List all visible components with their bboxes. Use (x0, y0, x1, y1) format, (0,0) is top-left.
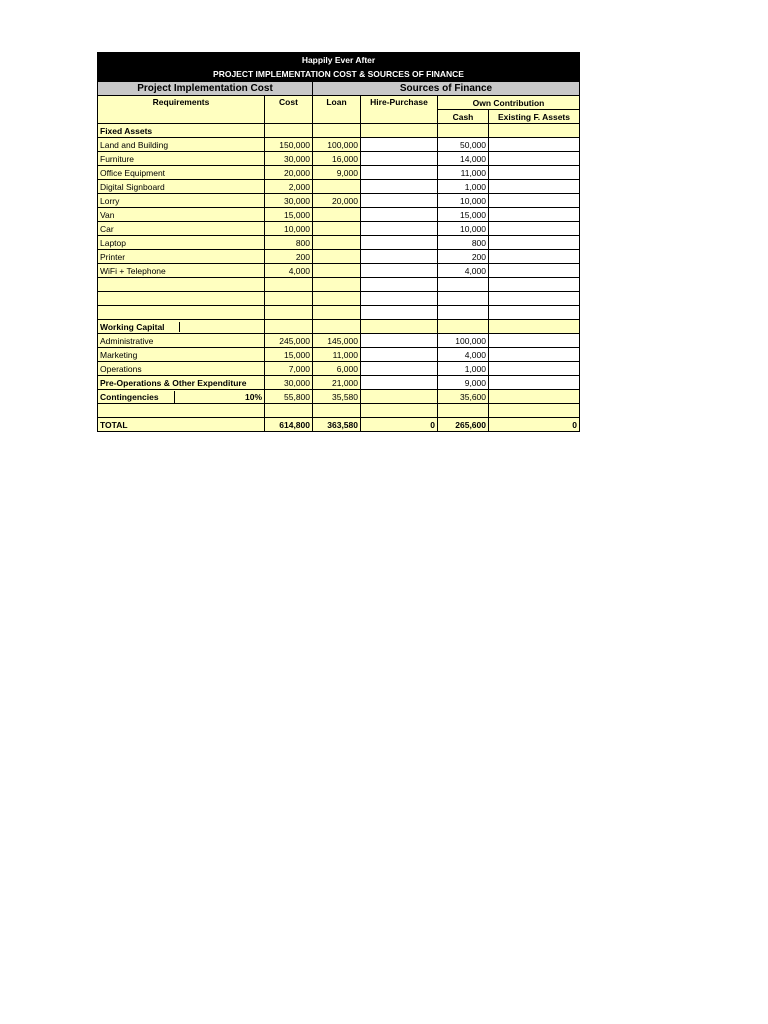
total-loan: 363,580 (313, 418, 361, 432)
hire-purchase-value (361, 334, 438, 348)
blank-cell (438, 292, 489, 306)
existing-assets-value (489, 194, 580, 208)
working-capital-header-row (98, 320, 580, 334)
hire-purchase-value (361, 194, 438, 208)
requirement-label: Marketing (98, 348, 265, 362)
hire-purchase-value (361, 166, 438, 180)
loan-value: 21,000 (313, 376, 361, 390)
loan-value: 20,000 (313, 194, 361, 208)
loan-value: 35,580 (313, 390, 361, 404)
working-capital-label: Working Capital (100, 322, 180, 332)
blank-row (98, 306, 580, 320)
finance-table (97, 52, 580, 432)
title-row (98, 53, 580, 68)
blank-cell (489, 404, 580, 418)
requirement-label: Lorry (98, 194, 265, 208)
blank-cell (265, 320, 313, 334)
loan-value: 100,000 (313, 138, 361, 152)
sheet-heading: PROJECT IMPLEMENTATION COST & SOURCES OF FINANCE (98, 67, 580, 82)
blank-cell (489, 278, 580, 292)
fixed-asset-row (98, 250, 580, 264)
cost-value: 15,000 (265, 348, 313, 362)
section-implementation-cost: Project Implementation Cost (98, 82, 313, 96)
existing-assets-value (489, 166, 580, 180)
cost-value: 10,000 (265, 222, 313, 236)
hire-purchase-value (361, 180, 438, 194)
contingencies-label: Contingencies (98, 391, 175, 403)
hire-purchase-value (361, 264, 438, 278)
col-existing-assets: Existing F. Assets (489, 110, 580, 124)
cash-value: 9,000 (438, 376, 489, 390)
cost-value: 15,000 (265, 208, 313, 222)
cost-value: 20,000 (265, 166, 313, 180)
fixed-asset-row (98, 194, 580, 208)
blank-cell (265, 404, 313, 418)
col-own-contribution: Own Contribution (438, 96, 580, 110)
hire-purchase-value (361, 152, 438, 166)
fixed-asset-row (98, 222, 580, 236)
blank-cell (361, 404, 438, 418)
company-name: Happily Ever After (98, 53, 580, 68)
blank-cell (313, 278, 361, 292)
loan-value: 145,000 (313, 334, 361, 348)
fixed-asset-row (98, 180, 580, 194)
existing-assets-value (489, 362, 580, 376)
blank-cell (313, 292, 361, 306)
loan-value (313, 180, 361, 194)
cash-value: 14,000 (438, 152, 489, 166)
existing-assets-value (489, 138, 580, 152)
requirement-label: Operations (98, 362, 265, 376)
fixed-asset-row (98, 152, 580, 166)
requirement-label: Printer (98, 250, 265, 264)
blank-cell (438, 404, 489, 418)
fixed-asset-row (98, 208, 580, 222)
cost-value: 2,000 (265, 180, 313, 194)
loan-value (313, 264, 361, 278)
blank-cell (361, 124, 438, 138)
requirement-label: Laptop (98, 236, 265, 250)
blank-cell (265, 124, 313, 138)
requirement-label: WiFi + Telephone (98, 264, 265, 278)
hire-purchase-value (361, 376, 438, 390)
fixed-assets-label: Fixed Assets (98, 124, 265, 138)
cash-value: 4,000 (438, 264, 489, 278)
loan-value (313, 222, 361, 236)
requirement-label: Administrative (98, 334, 265, 348)
blank-cell (438, 320, 489, 334)
col-cost: Cost (265, 96, 313, 124)
hire-purchase-value (361, 208, 438, 222)
existing-assets-value (489, 236, 580, 250)
blank-row (98, 278, 580, 292)
blank-cell (98, 292, 265, 306)
working-capital-row (98, 362, 580, 376)
pre-operations-row (98, 376, 580, 390)
fixed-asset-row (98, 236, 580, 250)
blank-cell (313, 320, 361, 334)
cost-value: 150,000 (265, 138, 313, 152)
loan-value: 6,000 (313, 362, 361, 376)
blank-cell (265, 292, 313, 306)
hire-purchase-value (361, 250, 438, 264)
total-label: TOTAL (98, 418, 265, 432)
cost-value: 4,000 (265, 264, 313, 278)
requirement-label: Office Equipment (98, 166, 265, 180)
requirement-label: Digital Signboard (98, 180, 265, 194)
fixed-asset-row (98, 138, 580, 152)
blank-cell (98, 404, 265, 418)
section-header-row (98, 82, 580, 96)
loan-value: 11,000 (313, 348, 361, 362)
cash-value: 10,000 (438, 222, 489, 236)
hire-purchase-value (361, 348, 438, 362)
column-header-row (98, 96, 580, 110)
working-capital-label-cell (98, 320, 265, 334)
total-cash: 265,600 (438, 418, 489, 432)
cash-value: 10,000 (438, 194, 489, 208)
existing-assets-value (489, 264, 580, 278)
blank-cell (489, 292, 580, 306)
existing-assets-value (489, 208, 580, 222)
hire-purchase-value (361, 390, 438, 404)
blank-cell (265, 306, 313, 320)
blank-cell (438, 124, 489, 138)
fixed-assets-header-row (98, 124, 580, 138)
loan-value (313, 250, 361, 264)
cash-value: 15,000 (438, 208, 489, 222)
requirement-label: Pre-Operations & Other Expenditure (98, 376, 265, 390)
existing-assets-value (489, 222, 580, 236)
existing-assets-value (489, 152, 580, 166)
requirement-label: Land and Building (98, 138, 265, 152)
blank-row (98, 404, 580, 418)
col-loan: Loan (313, 96, 361, 124)
total-row (98, 418, 580, 432)
working-capital-row (98, 334, 580, 348)
hire-purchase-value (361, 138, 438, 152)
col-hire-purchase: Hire-Purchase (361, 96, 438, 124)
cash-value: 50,000 (438, 138, 489, 152)
loan-value: 16,000 (313, 152, 361, 166)
blank-cell (265, 278, 313, 292)
col-requirements: Requirements (98, 96, 265, 124)
total-cost: 614,800 (265, 418, 313, 432)
cash-value: 100,000 (438, 334, 489, 348)
heading-row (98, 67, 580, 82)
cost-value: 200 (265, 250, 313, 264)
loan-value (313, 208, 361, 222)
blank-cell (313, 404, 361, 418)
requirement-label: Car (98, 222, 265, 236)
cost-value: 30,000 (265, 194, 313, 208)
cost-value: 7,000 (265, 362, 313, 376)
fixed-asset-row (98, 264, 580, 278)
section-sources-of-finance: Sources of Finance (313, 82, 580, 96)
contingencies-row (98, 390, 580, 404)
working-capital-row (98, 348, 580, 362)
cash-value: 1,000 (438, 180, 489, 194)
cash-value: 35,600 (438, 390, 489, 404)
existing-assets-value (489, 250, 580, 264)
blank-cell (438, 278, 489, 292)
cash-value: 200 (438, 250, 489, 264)
contingencies-cell (98, 390, 265, 404)
col-cash: Cash (438, 110, 489, 124)
blank-cell (361, 320, 438, 334)
total-hire-purchase: 0 (361, 418, 438, 432)
cash-value: 4,000 (438, 348, 489, 362)
cost-value: 245,000 (265, 334, 313, 348)
existing-assets-value (489, 390, 580, 404)
requirement-label: Van (98, 208, 265, 222)
loan-value (313, 236, 361, 250)
hire-purchase-value (361, 236, 438, 250)
blank-cell (438, 306, 489, 320)
cash-value: 800 (438, 236, 489, 250)
blank-cell (361, 292, 438, 306)
existing-assets-value (489, 348, 580, 362)
cash-value: 1,000 (438, 362, 489, 376)
loan-value: 9,000 (313, 166, 361, 180)
requirement-label: Furniture (98, 152, 265, 166)
hire-purchase-value (361, 362, 438, 376)
cost-value: 30,000 (265, 376, 313, 390)
blank-cell (361, 278, 438, 292)
cash-value: 11,000 (438, 166, 489, 180)
blank-cell (313, 306, 361, 320)
existing-assets-value (489, 334, 580, 348)
blank-cell (489, 124, 580, 138)
cost-value: 800 (265, 236, 313, 250)
existing-assets-value (489, 376, 580, 390)
blank-cell (98, 278, 265, 292)
blank-cell (98, 306, 265, 320)
contingencies-rate: 10% (244, 391, 262, 402)
hire-purchase-value (361, 222, 438, 236)
cost-value: 30,000 (265, 152, 313, 166)
total-existing-assets: 0 (489, 418, 580, 432)
blank-cell (489, 320, 580, 334)
cost-value: 55,800 (265, 390, 313, 404)
fixed-asset-row (98, 166, 580, 180)
blank-cell (361, 306, 438, 320)
blank-cell (313, 124, 361, 138)
blank-cell (489, 306, 580, 320)
existing-assets-value (489, 180, 580, 194)
blank-row (98, 292, 580, 306)
